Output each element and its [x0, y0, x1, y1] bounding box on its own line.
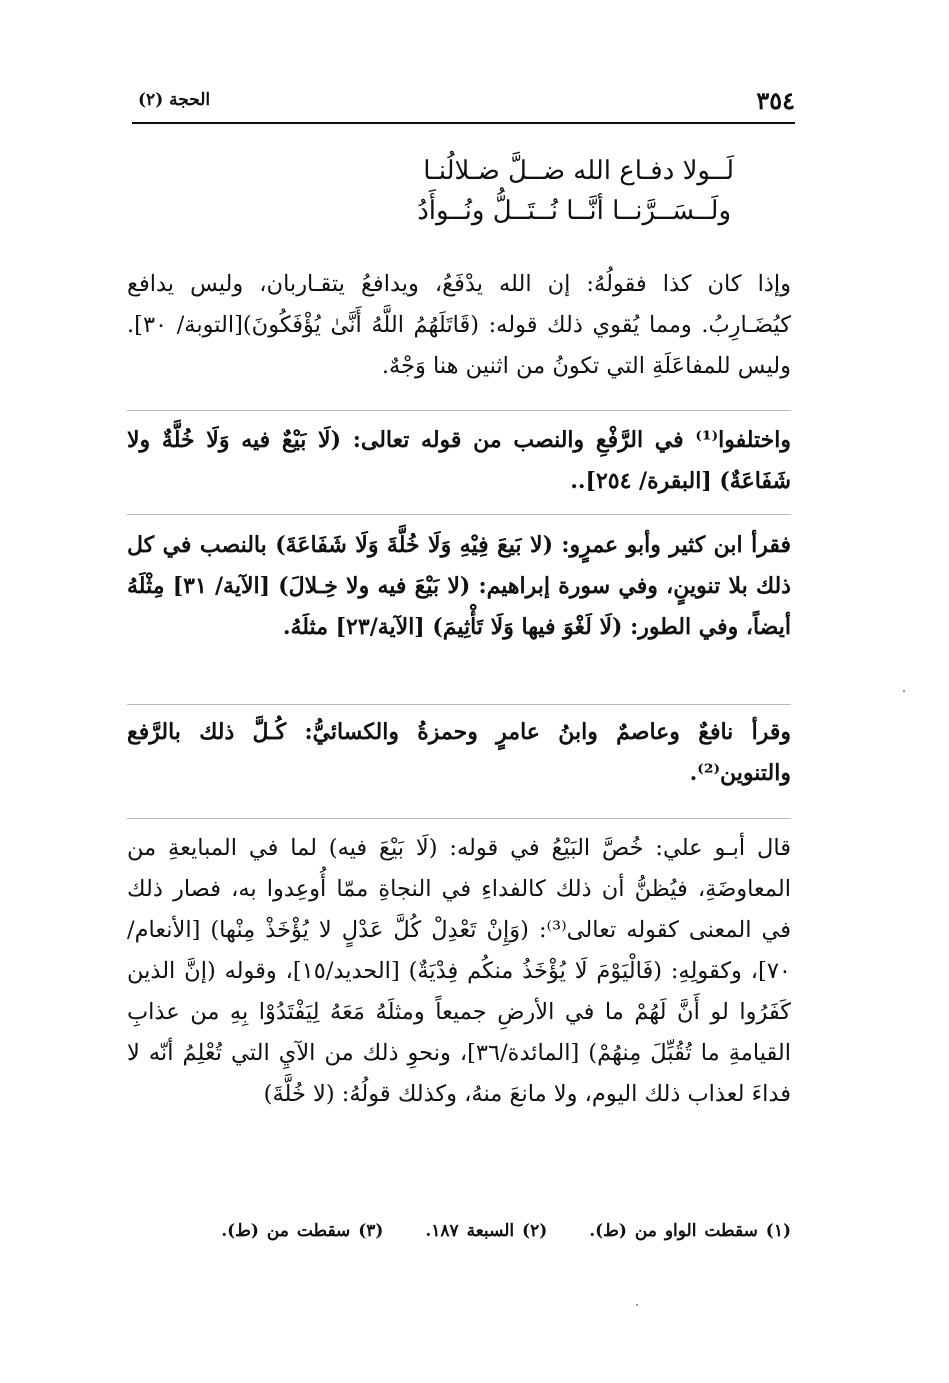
scan-speck [903, 690, 905, 692]
footnote-2: (٢) السبعة ١٨٧. [425, 1221, 548, 1241]
paragraph-3: فقرأ ابن كثير وأبو عمرٍو: (لا بَيعَ فِيْهِ وَلَا خُلَّةَ وَلَا شَفَاعَةَ) بالنصب في كل ذلك بلا تنوينٍ، وفي سورة إبراهيم: (لا بَيْعَ فيه ولا خِـلالَ) [الآية/ ٣١] مِثْلَهُ أيضاً، وفي الطور: (لَا لَغْوَ فيها وَلَا تَأْثِيمَ) [الآية/٢٣] مثلَهُ. [127, 532, 791, 640]
paragraph-separator [127, 410, 791, 411]
paragraph-separator [127, 704, 791, 705]
footnote-1: (١) سقطت الواو من (ط). [589, 1221, 791, 1241]
paragraph-2: واختلفوا⁽¹⁾ في الرَّفْعِ والنصب من قوله تعالى: (لَا بَيْعٌ فيه وَلَا خُلَّةٌ ولا شَفَاعَةٌ) [البقرة/ ٢٥٤].. [127, 427, 791, 494]
page-number: ٣٥٤ [756, 86, 795, 115]
verse-line-2: ولَــسَــرَّنــا أنَّــا نُــتَــلُّ ونُــوأَدُ [417, 196, 731, 226]
footnotes [221, 1221, 791, 1241]
paragraph-separator [127, 818, 791, 819]
footnote-3: (٣) سقطت من (ط). [221, 1221, 384, 1241]
paragraph-5: قال أبـو علي: خُصَّ البَيْعُ في قوله: (لَا بَيْعَ فيه) لما في المبايعةِ من المعاوضَةِ، فيُظنُّ أن ذلك كالفداءِ في النجاةِ ممّا أُوعِدوا به، فصار ذلك في المعنى كقوله تعالى⁽³⁾: (وَإِنْ تَعْدِلْ كُلَّ عَدْلٍ لا يُؤْخَذْ مِنْها) [الأنعام/٧٠]، وكقولِهِ: (فَالْيَوْمَ لَا يُؤْخَذُ منكُم فِدْيَةٌ) [الحديد/١٥]، وقوله (إنَّ الذين كَفَرُوا لو أَنَّ لَهُمْ ما في الأرضِ جميعاً ومثلَهُ مَعَهُ لِيَفْتَدُوْا بِهِ من عذابِ القيامةِ ما تُقُبِّلَ مِنهُمْ) [المائدة/٣٦]، ونحوِ ذلك من الآيِ التي تُعْلِمُ أنّه لا فداءَ لعذاب ذلك اليوم، ولا مانعَ منهُ، وكذلك قولُهُ: (لا خُلَّةَ) [127, 835, 791, 1107]
page-header [132, 82, 795, 124]
running-title: الحجة (٢) [138, 90, 211, 110]
paragraph-4: وقرأ نافعٌ وعاصمٌ وابنُ عامرٍ وحمزةُ والكسائيُّ: كُـلَّ ذلك بالرَّفع والتنوين⁽²⁾. [127, 719, 791, 786]
scan-speck [636, 1304, 638, 1306]
paragraph-separator [127, 514, 791, 515]
verse-line-1: لَــولا دفـاع الله ضــلَّ ضـلالُنـا [423, 156, 734, 186]
paragraph-1: وإذا كان كذا فقولُهُ: إن الله يدْفَعُ، ويدافعُ يتقـاربان، وليس يدافع كيُضَـارِبُ. ومما يُقوي ذلك قوله: (قَاتَلَهُمُ اللَّهُ أَنَّىٰ يُؤْفَكُونَ)[التوبة/ ٣٠]. وليس للمفاعَلَةِ التي تكونُ من اثنين هنا وَجْهٌ. [127, 271, 791, 379]
